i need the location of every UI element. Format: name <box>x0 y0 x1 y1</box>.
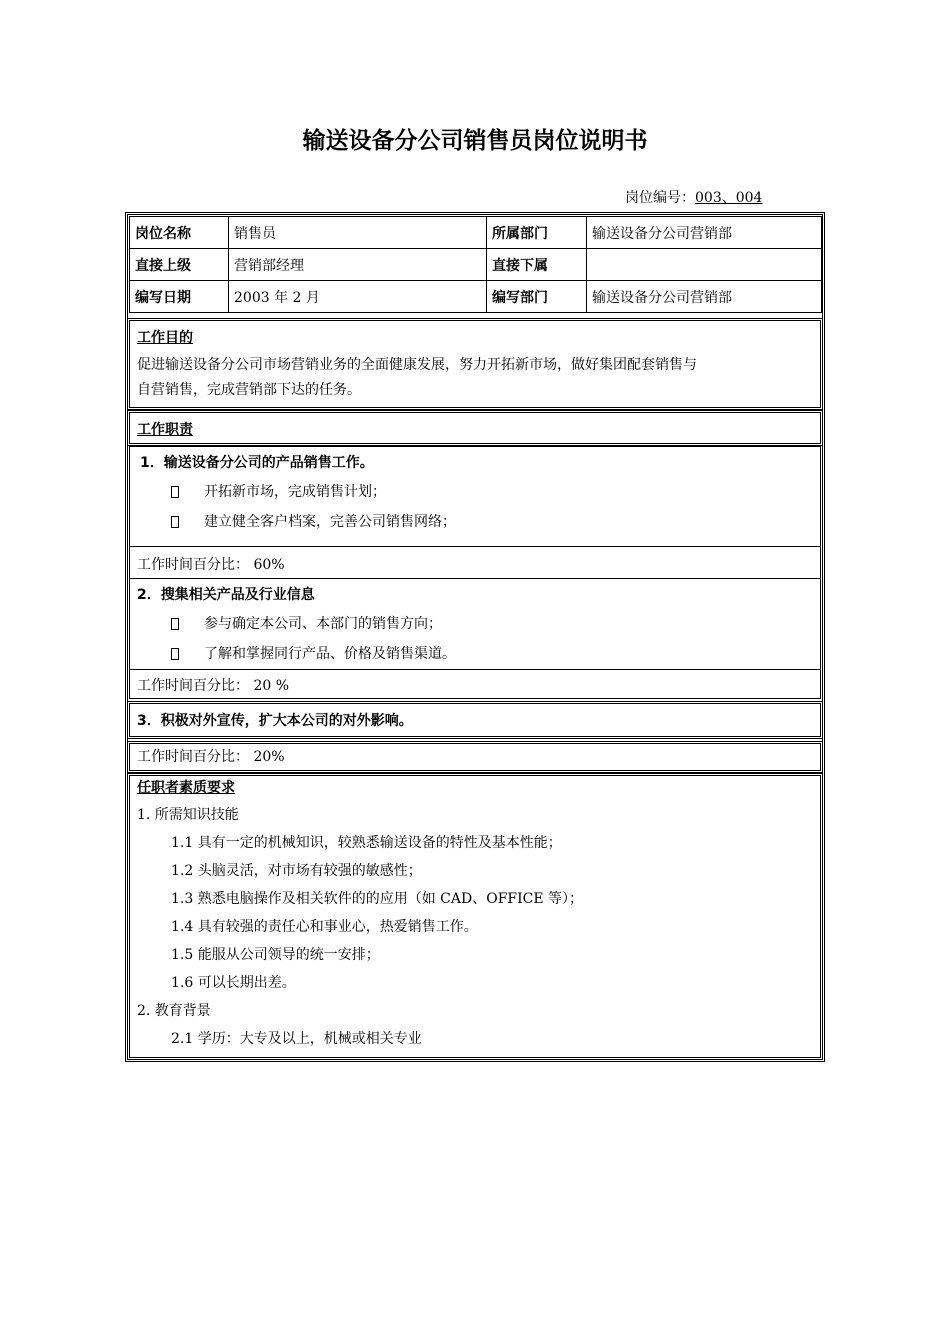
requirement-item: 1.6 可以长期出差。 <box>171 975 296 991</box>
label-department: 所属部门 <box>487 217 587 249</box>
value-department: 输送设备分公司营销部 <box>587 217 822 249</box>
requirement-item: 2.1 学历：大专及以上，机械或相关专业 <box>171 1031 422 1047</box>
purpose-line: 自营销售，完成营销部下达的任务。 <box>137 382 361 398</box>
duty-percent: 工作时间百分比： 60% <box>137 557 285 573</box>
requirement-item: 1.2 头脑灵活，对市场有较强的敏感性； <box>171 863 422 879</box>
requirement-item: 1.3 熟悉电脑操作及相关软件的的应用（如 CAD、OFFICE 等）； <box>171 891 584 907</box>
bullet-icon <box>171 486 179 498</box>
duty-bullet: 开拓新市场，完成销售计划； <box>204 484 386 500</box>
requirement-item: 1.1 具有一定的机械知识，较熟悉输送设备的特性及基本性能； <box>171 835 562 851</box>
duty-percent: 工作时间百分比： 20% <box>137 749 285 765</box>
requirement-section-title: 1. 所需知识技能 <box>137 807 239 823</box>
label-position-name: 岗位名称 <box>130 217 229 249</box>
label-subordinate: 直接下属 <box>487 249 587 281</box>
duties-heading-box <box>127 410 823 446</box>
bullet-icon <box>171 618 179 630</box>
divider <box>129 578 821 579</box>
header-row <box>130 217 822 249</box>
bullet-icon <box>171 516 179 528</box>
divider <box>129 669 821 670</box>
label-write-date: 编写日期 <box>130 281 229 313</box>
duty-title: 2．搜集相关产品及行业信息 <box>137 587 315 603</box>
value-write-date: 2003 年 2 月 <box>229 281 487 313</box>
duty-percent: 工作时间百分比： 20 % <box>137 678 290 694</box>
duty-bullet: 参与确定本公司、本部门的销售方向； <box>204 616 442 632</box>
value-supervisor: 营销部经理 <box>229 249 487 281</box>
duty-title: 1．输送设备分公司的产品销售工作。 <box>140 455 374 471</box>
purpose-line: 促进输送设备分公司市场营销业务的全面健康发展，努力开拓新市场，做好集团配套销售与 <box>137 357 697 373</box>
position-code-value: 003、004 <box>695 190 763 206</box>
requirement-item: 1.4 具有较强的责任心和事业心，热爱销售工作。 <box>171 919 478 935</box>
header-row <box>130 281 822 313</box>
duty-bullet: 建立健全客户档案，完善公司销售网络； <box>204 514 456 530</box>
value-position-name: 销售员 <box>229 217 487 249</box>
position-code <box>625 187 762 207</box>
divider <box>129 546 821 547</box>
requirements-heading: 任职者素质要求 <box>137 780 235 796</box>
value-subordinate <box>587 249 822 281</box>
position-code-label: 岗位编号： <box>625 190 695 206</box>
requirement-section-title: 2. 教育背景 <box>137 1003 211 1019</box>
header-row <box>130 249 822 281</box>
header-table <box>129 216 822 313</box>
label-write-department: 编写部门 <box>487 281 587 313</box>
requirement-item: 1.5 能服从公司领导的统一安排； <box>171 947 380 963</box>
duties-heading: 工作职责 <box>137 422 193 438</box>
duty-title: 3．积极对外宣传，扩大本公司的对外影响。 <box>137 713 413 729</box>
duty-bullet: 了解和掌握同行产品、价格及销售渠道。 <box>204 646 456 662</box>
purpose-heading: 工作目的 <box>137 330 193 346</box>
bullet-icon <box>171 648 179 660</box>
label-supervisor: 直接上级 <box>130 249 229 281</box>
value-write-department: 输送设备分公司营销部 <box>587 281 822 313</box>
document-title: 输送设备分公司销售员岗位说明书 <box>302 128 648 154</box>
